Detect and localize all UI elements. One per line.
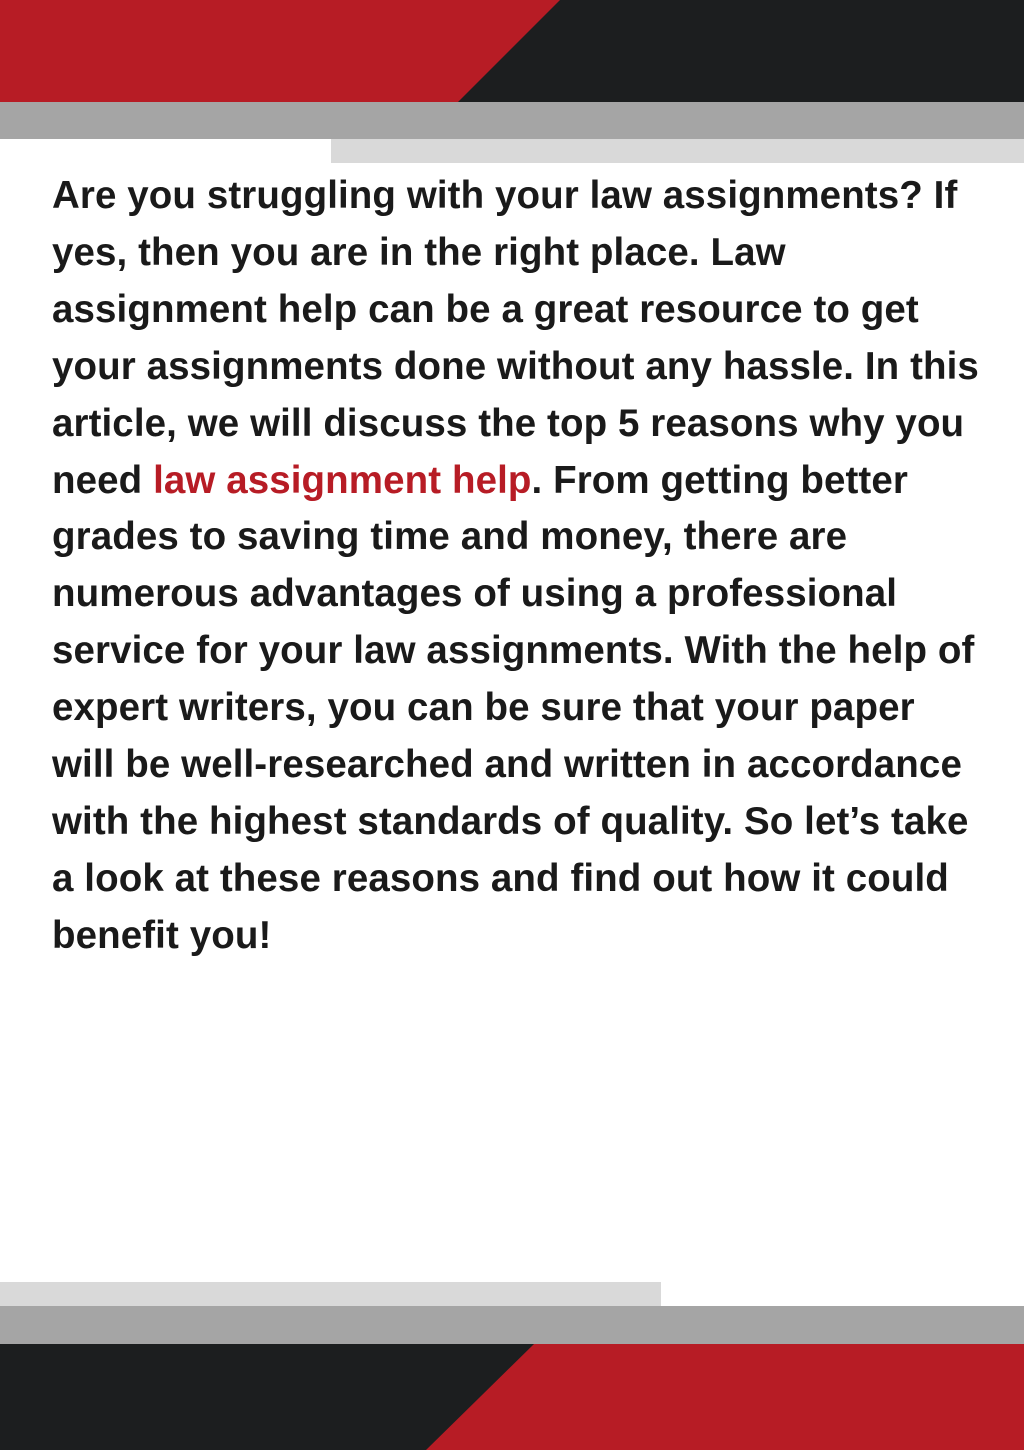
- article-paragraph: [52, 168, 982, 965]
- header-gray-stripe: [0, 102, 1024, 139]
- header-decoration: [0, 0, 1024, 165]
- header-stripes: [0, 0, 1024, 165]
- header-light-gray-stripe: [331, 139, 1024, 163]
- article-content: [52, 168, 982, 965]
- footer-gray-stripe: [0, 1306, 1024, 1344]
- paragraph-text-start: Are you struggling with your law assignments? If yes, then you are in the right place. Law assignment help can be a great resource to get your assignments done without any hassle. In this article, we will discuss the top 5 reasons why you need: [52, 174, 979, 502]
- footer-light-gray-stripe: [0, 1282, 661, 1306]
- footer-stripes: [0, 1282, 1024, 1450]
- paragraph-text-end: . From getting better grades to saving time and money, there are numerous advantages of using a professional service for your law assignments. With the help of expert writers, you can be sure that your paper will be well-researched and written in accordance with the highest standards of quality. So let’s take a look at these reasons and find out how it could benefit you!: [52, 458, 975, 957]
- law-assignment-help-link[interactable]: law assignment help: [153, 458, 532, 502]
- footer-decoration: [0, 1282, 1024, 1450]
